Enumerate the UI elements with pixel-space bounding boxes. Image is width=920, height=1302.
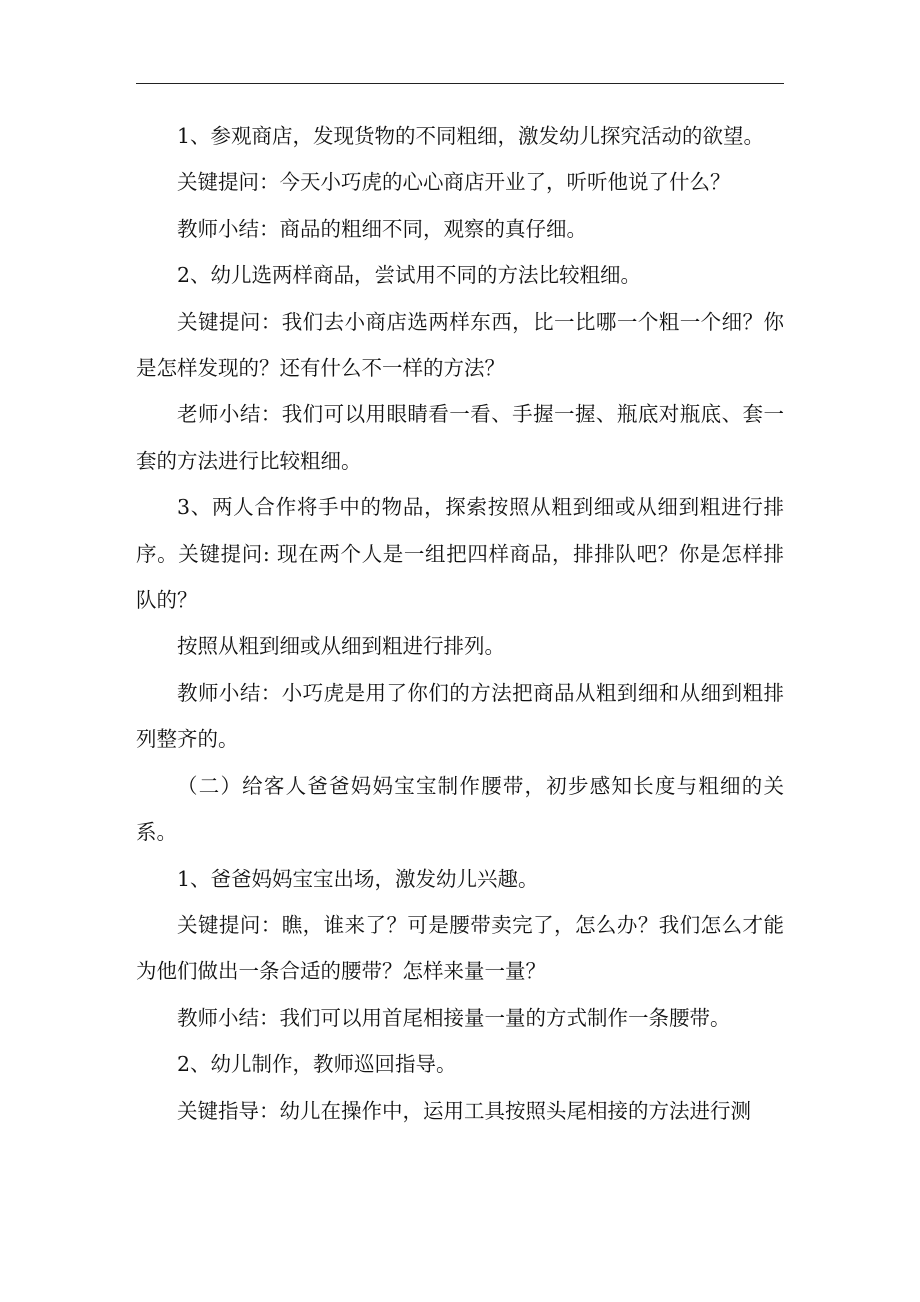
paragraph: 2、幼儿选两样商品，尝试用不同的方法比较粗细。 — [177, 263, 642, 288]
paragraph: 关键提问：我们去小商店选两样东西，比一比哪一个粗一个细？你是怎样发现的？还有什么不一样的方法？ — [136, 309, 784, 381]
paragraph: 老师小结：我们可以用眼睛看一看、手握一握、瓶底对瓶底、套一套的方法进行比较粗细。 — [136, 402, 784, 473]
paragraph: 关键提问：瞧，谁来了？可是腰带卖完了，怎么办？我们怎么才能为他们做出一条合适的腰带？怎样来量一量？ — [136, 912, 784, 984]
paragraph: 关键提问：今天小巧虎的心心商店开业了，听听他说了什么？ — [177, 170, 731, 195]
header-rule — [136, 83, 784, 84]
paragraph: （二）给客人爸爸妈妈宝宝制作腰带，初步感知长度与粗细的关系。 — [136, 773, 784, 845]
paragraph: 1、参观商店，发现货物的不同粗细，激发幼儿探究活动的欲望。 — [177, 124, 765, 148]
paragraph: 教师小结：商品的粗细不同，观察的真仔细。 — [177, 216, 587, 241]
paragraph: 1、爸爸妈妈宝宝出场，激发幼儿兴趣。 — [177, 866, 539, 891]
paragraph: 关键指导：幼儿在操作中，运用工具按照头尾相接的方法进行测 — [177, 1098, 751, 1123]
paragraph: 2、幼儿制作，教师巡回指导。 — [177, 1052, 457, 1077]
paragraph: 教师小结：我们可以用首尾相接量一量的方式制作一条腰带。 — [177, 1005, 731, 1030]
paragraph: 3、两人合作将手中的物品，探索按照从粗到细或从细到粗进行排序。关键提问: 现在两个人是一组把四样商品，排排队吧？你是怎样排队的？ — [136, 495, 784, 613]
paragraph: 教师小结：小巧虎是用了你们的方法把商品从粗到细和从细到粗排列整齐的。 — [136, 680, 784, 752]
paragraph: 按照从粗到细或从细到粗进行排列。 — [177, 634, 505, 659]
document-body — [136, 113, 784, 1134]
